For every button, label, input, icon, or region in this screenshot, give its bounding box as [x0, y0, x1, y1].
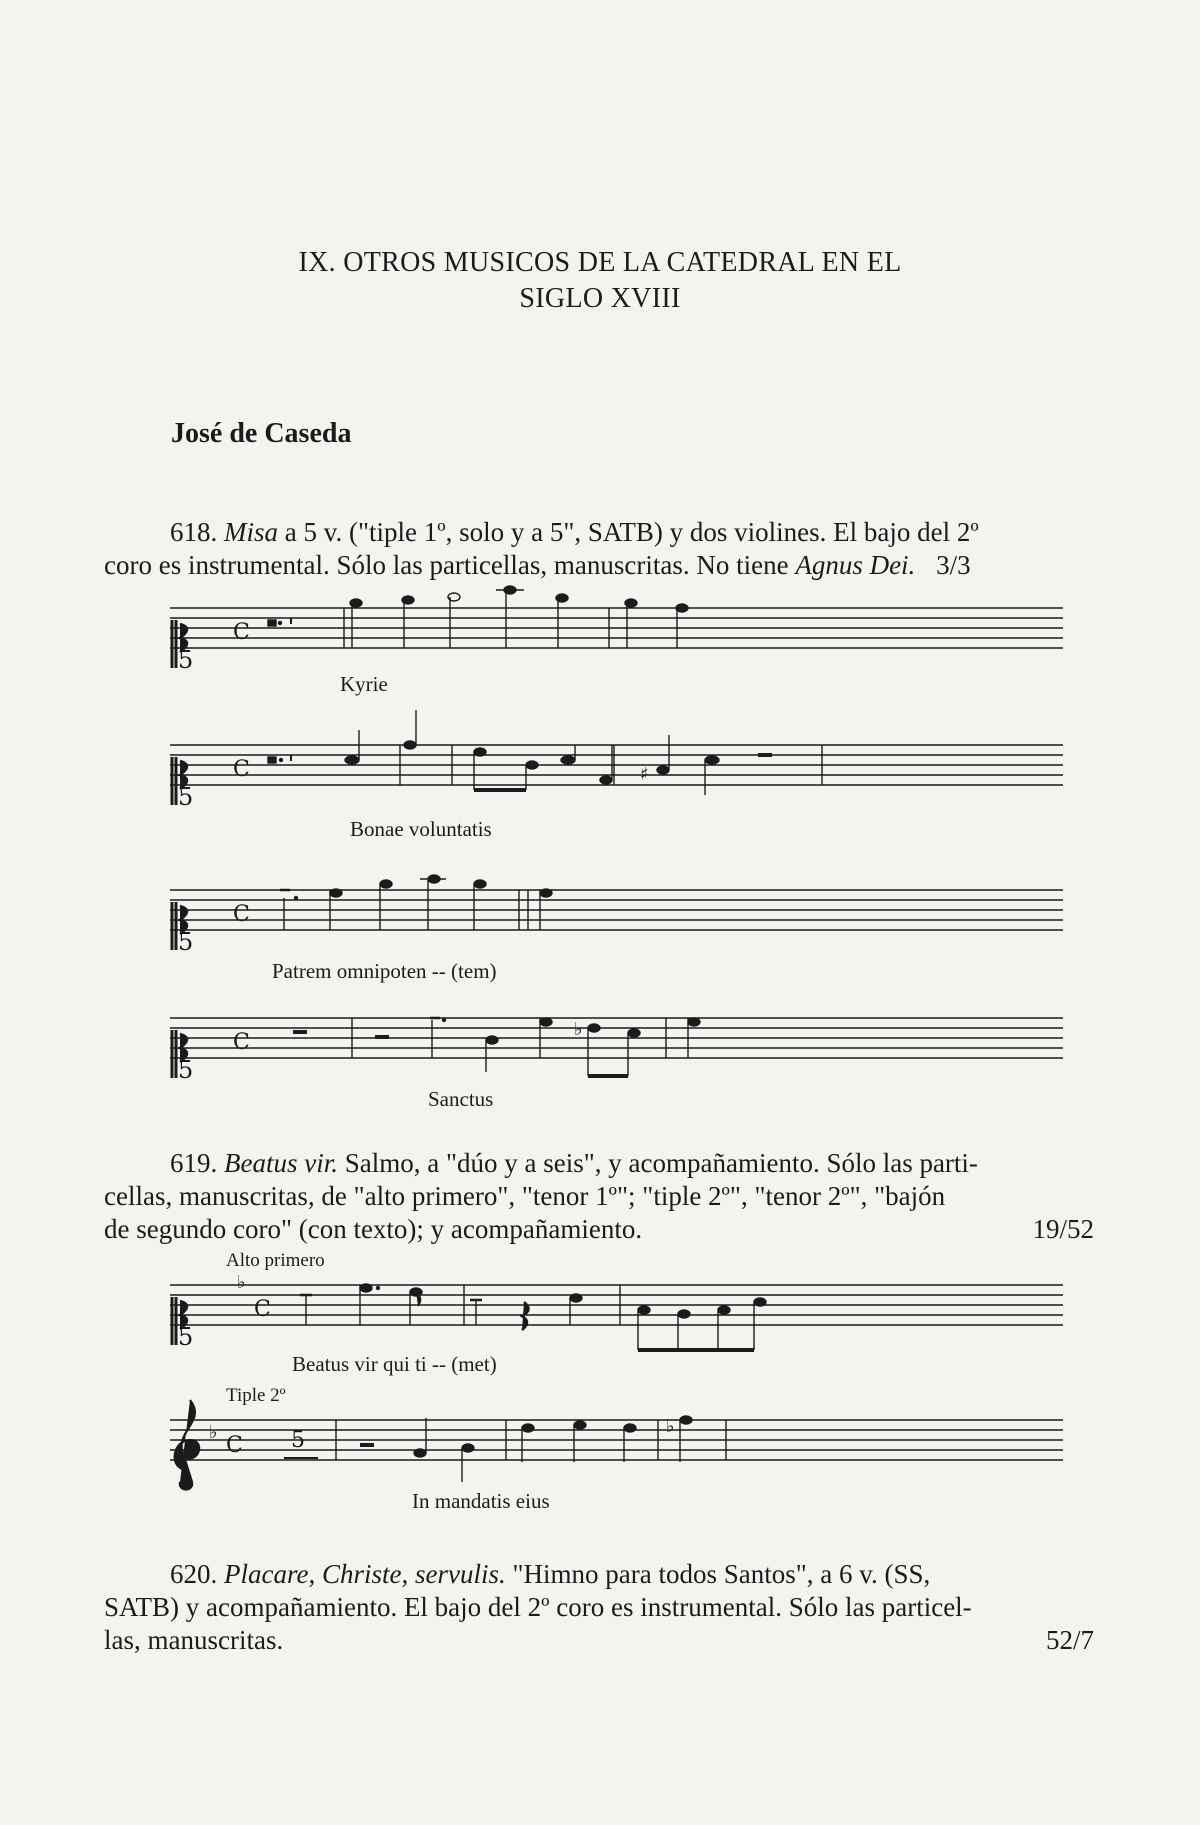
staff-patrem — [170, 875, 1063, 956]
entry-618-text2: coro es instrumental. Sólo las particellas, manuscritas. No tiene — [104, 550, 796, 580]
entry-619-ref: 19/52 — [1032, 1214, 1094, 1244]
entry-618-text1: a 5 v. ("tiple 1º, solo y a 5", SATB) y dos violines. El bajo del 2º — [278, 517, 979, 547]
svg-text:5: 5 — [178, 1323, 194, 1351]
voice-label-tiple: Tiple 2º — [226, 1385, 286, 1406]
entry-619-text1: Salmo, a "dúo y a seis", y acompañamiento. Sólo las parti- — [338, 1148, 978, 1178]
incipit-caption-bonae: Bonae voluntatis — [350, 817, 492, 841]
svg-text:♭: ♭ — [666, 1416, 675, 1437]
svg-text:♭: ♭ — [209, 1422, 218, 1443]
staff-kyrie — [170, 586, 1063, 674]
composer-heading: José de Caseda — [171, 418, 352, 449]
svg-text:♭: ♭ — [574, 1019, 583, 1040]
entry-619-title: Beatus vir. — [224, 1148, 338, 1178]
incipit-caption-mandatis: In mandatis eius — [412, 1489, 550, 1513]
entry-618-number: 618. — [170, 517, 218, 547]
entry-620-text2: SATB) y acompañamiento. El bajo del 2º coro es instrumental. Sólo las particel- — [104, 1592, 972, 1622]
entry-619-text2: cellas, manuscritas, de "alto primero", "tenor 1º"; "tiple 2º", "tenor 2º", "bajón — [104, 1181, 946, 1211]
svg-text:5: 5 — [178, 783, 194, 811]
entry-620-title: Placare, Christe, servulis. — [224, 1559, 506, 1589]
incipit-caption-kyrie: Kyrie — [340, 672, 388, 696]
incipit-caption-beatus: Beatus vir qui ti -- (met) — [292, 1352, 497, 1376]
entry-619-number: 619. — [170, 1148, 218, 1178]
incipit-caption-sanctus: Sanctus — [428, 1087, 494, 1111]
staff-bonae — [170, 710, 1063, 811]
voice-label-alto: Alto primero — [226, 1250, 325, 1271]
staff-alto — [170, 1272, 1063, 1351]
svg-text:♭: ♭ — [237, 1272, 246, 1293]
svg-text:5: 5 — [178, 1056, 194, 1084]
entry-620-number: 620. — [170, 1559, 218, 1589]
svg-text:♯: ♯ — [640, 764, 649, 785]
entry-618-agnus: Agnus Dei. — [795, 550, 916, 580]
svg-text:5: 5 — [178, 928, 194, 956]
entry-620-text1: "Himno para todos Santos", a 6 v. (SS, — [505, 1559, 931, 1589]
chapter-title-line2: SIGLO XVIII — [519, 283, 681, 314]
staff-tiple — [170, 1400, 1063, 1490]
chapter-title-line1: IX. OTROS MUSICOS DE LA CATEDRAL EN EL — [298, 247, 902, 278]
svg-text:C: C — [233, 757, 250, 782]
entry-620-text3: las, manuscritas. — [104, 1625, 284, 1655]
svg-text:C: C — [226, 1433, 243, 1458]
svg-text:C: C — [233, 620, 250, 645]
svg-text:C: C — [254, 1297, 271, 1322]
incipit-caption-patrem: Patrem omnipoten -- (tem) — [272, 959, 497, 983]
svg-text:C: C — [233, 1030, 250, 1055]
entry-618-title: Misa — [224, 517, 278, 547]
entry-619-text3: de segundo coro" (con texto); y acompañamiento. — [104, 1214, 643, 1244]
entry-620-ref: 52/7 — [1045, 1625, 1094, 1655]
staff-sanctus — [170, 1018, 1063, 1084]
svg-text:5: 5 — [291, 1428, 305, 1453]
svg-text:C: C — [233, 902, 250, 927]
svg-text:5: 5 — [178, 646, 194, 674]
entry-618-ref: 3/3 — [936, 550, 971, 580]
